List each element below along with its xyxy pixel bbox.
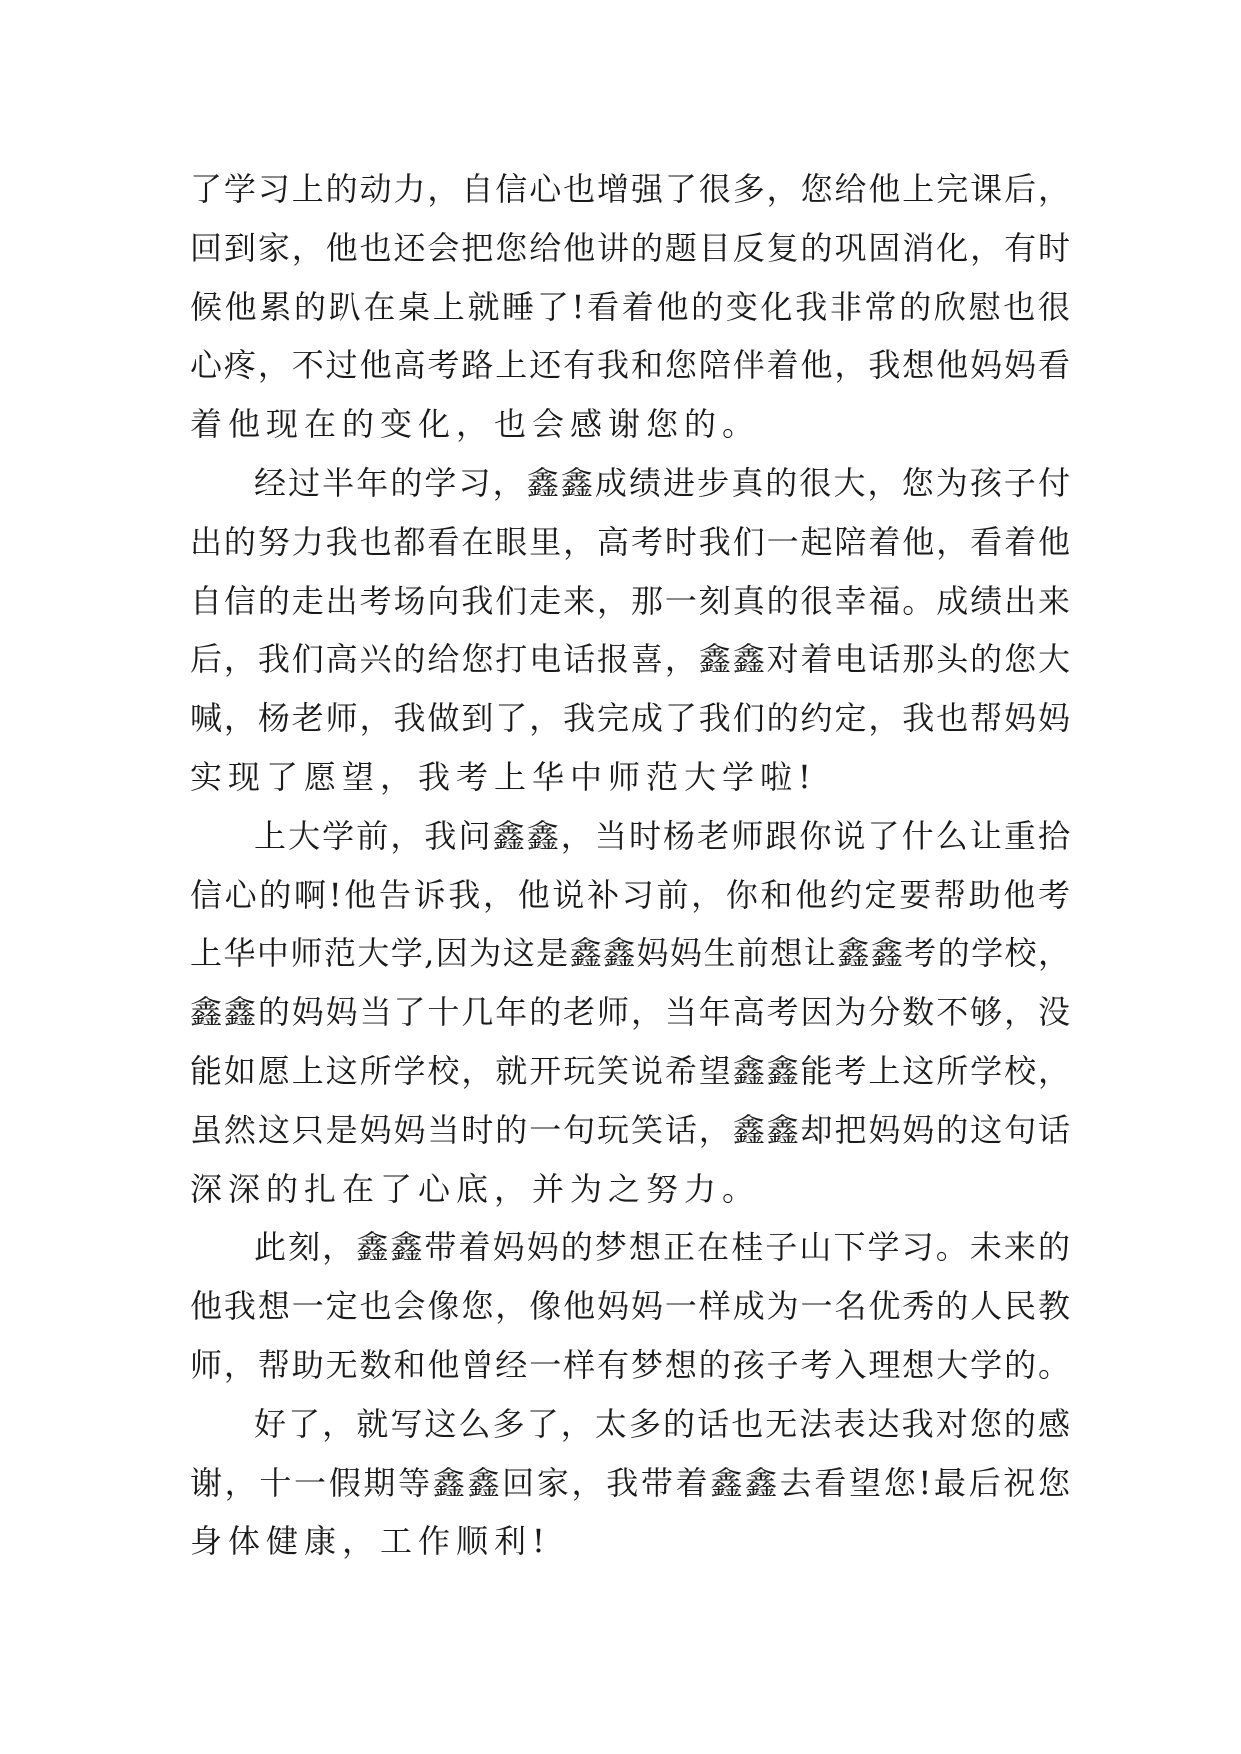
text-line: 师，帮助无数和他曾经一样有梦想的孩子考入理想大学的。 xyxy=(190,1345,1070,1384)
text-line: 上华中师范大学,因为这是鑫鑫妈妈生前想让鑫鑫考的学校， xyxy=(190,934,1070,973)
text-line: 能如愿上这所学校，就开玩笑说希望鑫鑫能考上这所学校， xyxy=(190,1051,1070,1090)
paragraph-3 xyxy=(190,807,1070,1219)
text-line: 他我想一定也会像您，像他妈妈一样成为一名优秀的人民教 xyxy=(190,1287,1070,1326)
text-line: 实现了愿望，我考上华中师范大学啦! xyxy=(190,757,817,796)
text-line: 心疼，不过他高考路上还有我和您陪伴着他，我想他妈妈看 xyxy=(190,346,1070,385)
text-line: 后，我们高兴的给您打电话报喜，鑫鑫对着电话那头的您大 xyxy=(190,640,1070,679)
text-line: 信心的啊!他告诉我，他说补习前，你和他约定要帮助他考 xyxy=(190,875,1070,914)
text-line: 自信的走出考场向我们走来，那一刻真的很幸福。成绩出来 xyxy=(190,581,1070,620)
text-line: 身体健康，工作顺利! xyxy=(190,1522,551,1561)
text-line: 深深的扎在了心底，并为之努力。 xyxy=(190,1169,761,1208)
text-line: 此刻，鑫鑫带着妈妈的梦想正在桂子山下学习。未来的 xyxy=(254,1228,1070,1267)
text-line: 谢，十一假期等鑫鑫回家，我带着鑫鑫去看望您!最后祝您 xyxy=(190,1463,1070,1502)
text-line: 着他现在的变化，也会感谢您的。 xyxy=(190,405,761,444)
paragraph-1 xyxy=(190,160,1070,454)
text-line: 经过半年的学习，鑫鑫成绩进步真的很大，您为孩子付 xyxy=(254,463,1070,502)
text-line: 上大学前，我问鑫鑫，当时杨老师跟你说了什么让重拾 xyxy=(254,816,1070,855)
text-line: 鑫鑫的妈妈当了十几年的老师，当年高考因为分数不够，没 xyxy=(190,993,1070,1032)
text-line: 了学习上的动力，自信心也增强了很多，您给他上完课后， xyxy=(190,170,1070,208)
paragraph-4 xyxy=(190,1218,1070,1394)
text-line: 好了，就写这么多了，太多的话也无法表达我对您的感 xyxy=(254,1404,1070,1443)
paragraph-2 xyxy=(190,454,1070,807)
text-line: 出的努力我也都看在眼里，高考时我们一起陪着他，看着他 xyxy=(190,522,1070,561)
text-line: 虽然这只是妈妈当时的一句玩笑话，鑫鑫却把妈妈的这句话 xyxy=(190,1110,1070,1149)
text-line: 回到家，他也还会把您给他讲的题目反复的巩固消化，有时 xyxy=(190,228,1070,267)
letter-body xyxy=(190,160,1070,1571)
text-line: 喊，杨老师，我做到了，我完成了我们的约定，我也帮妈妈 xyxy=(190,699,1070,738)
text-line: 候他累的趴在桌上就睡了!看着他的变化我非常的欣慰也很 xyxy=(190,287,1070,326)
paragraph-5 xyxy=(190,1395,1070,1571)
